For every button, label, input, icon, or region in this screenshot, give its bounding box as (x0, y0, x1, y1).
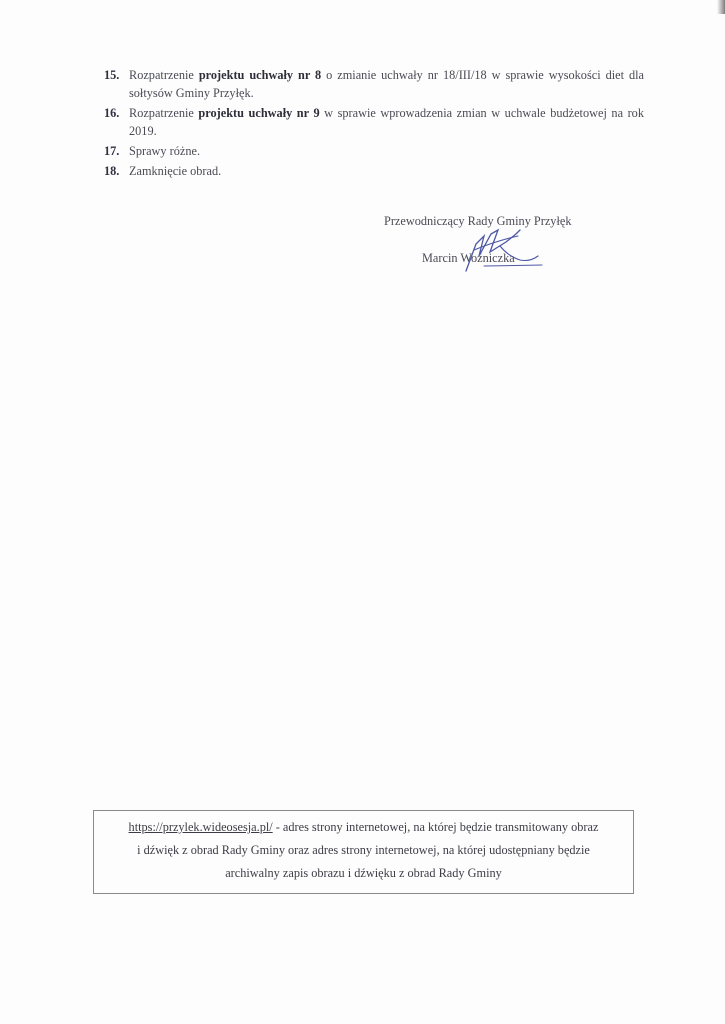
agenda-list (104, 66, 644, 182)
agenda-number: 18. (104, 164, 120, 178)
footer-line-2: i dźwięk z obrad Rady Gminy oraz adres strony internetowej, na której udostępniany będzie (137, 843, 590, 857)
agenda-text-pre: Rozpatrzenie (129, 106, 199, 120)
footer-notice-box (93, 810, 634, 894)
agenda-text: Sprawy różne. (129, 144, 201, 158)
agenda-item-17 (104, 142, 644, 160)
agenda-text-bold: projektu uchwały nr 9 (198, 106, 320, 120)
agenda-text (129, 104, 644, 140)
agenda-text: Zamknięcie obrad. (129, 164, 222, 178)
footer-line-1 (94, 816, 633, 839)
footer-line-1-text: - adres strony internetowej, na której będzie transmitowany obraz (272, 820, 599, 834)
agenda-item-15 (104, 66, 644, 102)
handwritten-signature-icon (446, 216, 546, 276)
scan-edge-mark (717, 0, 725, 14)
agenda-text-pre: Rozpatrzenie (129, 68, 199, 82)
agenda-text-post: w sprawie wprowadzenia zmian w uchwale budżetowej na rok 2019. (129, 106, 644, 138)
agenda-text (129, 66, 644, 102)
agenda-number: 17. (104, 144, 120, 158)
signature-name: Marcin Woźniczka (422, 251, 515, 265)
agenda-number: 15. (104, 68, 120, 82)
agenda-item-18 (104, 162, 644, 180)
footer-line-3: archiwalny zapis obrazu i dźwięku z obrad Rady Gminy (225, 866, 502, 880)
agenda-number: 16. (104, 106, 120, 120)
stream-link[interactable]: https://przylek.wideosesja.pl/ (128, 820, 273, 834)
signature-title: Przewodniczący Rady Gminy Przyłęk (384, 214, 572, 228)
agenda-text-bold: projektu uchwały nr 8 (198, 68, 322, 82)
agenda-text-post: o zmianie uchwały nr 18/III/18 w sprawie wysokości diet dla sołtysów Gminy Przyłęk. (129, 68, 644, 100)
agenda-item-16 (104, 104, 644, 140)
